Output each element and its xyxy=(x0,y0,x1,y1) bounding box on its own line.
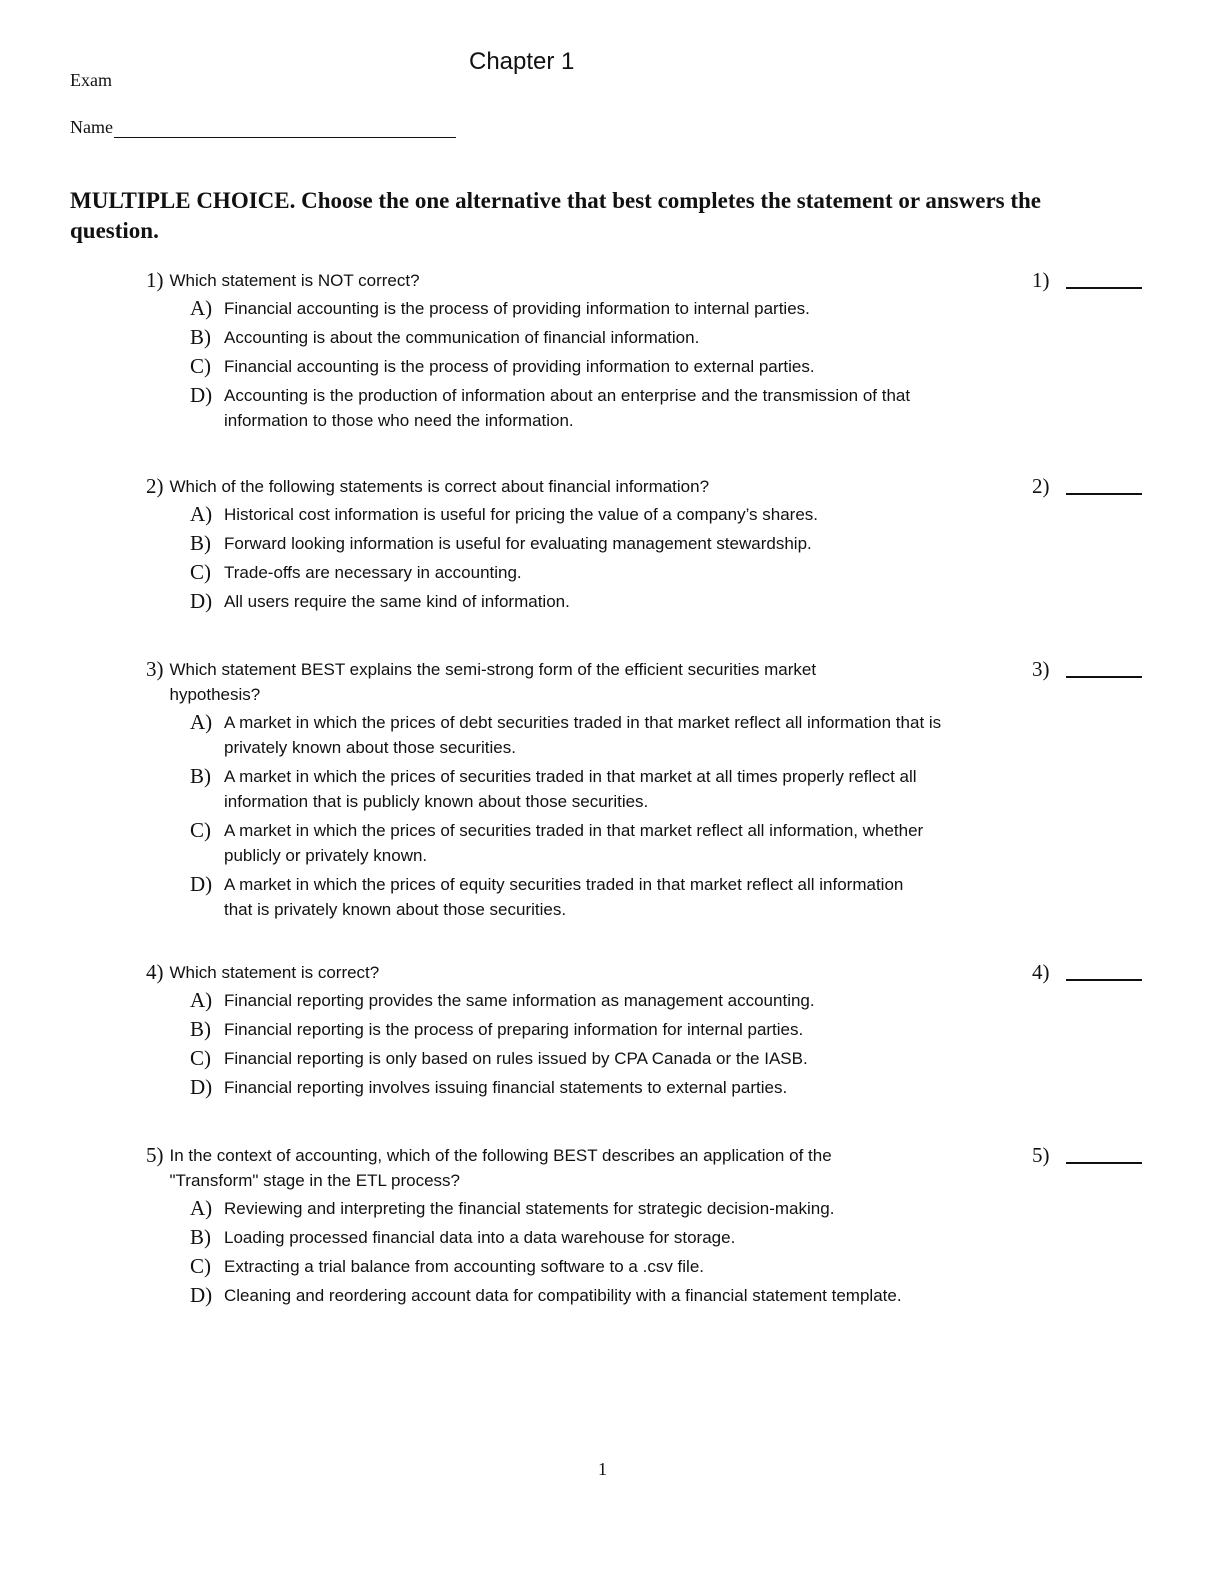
exam-label: Exam xyxy=(70,70,112,90)
answer-5 xyxy=(1032,1143,1142,1168)
answer-4 xyxy=(1032,960,1142,985)
options-list xyxy=(190,710,1146,922)
name-field[interactable] xyxy=(114,119,456,138)
answer-number: 1) xyxy=(1032,268,1050,292)
answer-blank[interactable] xyxy=(1066,268,1142,289)
option-c[interactable]: C) A market in which the prices of securities traded in that market reflect all information, whether publicly or privately known. xyxy=(190,818,924,865)
option-b[interactable]: B) A market in which the prices of securities traded in that market at all times properly reflect all information that is publicly known about those securities. xyxy=(190,764,917,811)
option-d[interactable]: D) All users require the same kind of information. xyxy=(190,589,570,613)
option-c[interactable]: C) Financial reporting is only based on rules issued by CPA Canada or the IASB. xyxy=(190,1046,808,1070)
option-a[interactable]: A) Financial reporting provides the same information as management accounting. xyxy=(190,988,815,1012)
question-3 xyxy=(146,657,1146,926)
question-stem: Which of the following statements is correct about financial information? xyxy=(169,477,710,496)
question-number: 5) xyxy=(146,1143,164,1167)
option-c[interactable]: C) Extracting a trial balance from accounting software to a .csv file. xyxy=(190,1254,705,1278)
answer-3 xyxy=(1032,657,1142,682)
question-stem: In the context of accounting, which of the following BEST describes an application of the "Transform" stage in the ETL process? xyxy=(169,1146,832,1190)
answer-1 xyxy=(1032,268,1142,293)
question-5 xyxy=(146,1143,1146,1312)
question-1 xyxy=(146,268,1146,437)
question-4 xyxy=(146,960,1146,1104)
question-number: 2) xyxy=(146,474,164,498)
answer-blank[interactable] xyxy=(1066,1143,1142,1164)
question-stem: Which statement BEST explains the semi-strong form of the efficient securities market hypothesis? xyxy=(169,660,817,704)
option-d[interactable]: D) A market in which the prices of equity securities traded in that market reflect all information that is privately known about those securities. xyxy=(190,872,904,919)
question-stem: Which statement is correct? xyxy=(169,963,380,982)
answer-number: 5) xyxy=(1032,1143,1050,1167)
option-a[interactable]: A) Historical cost information is useful for pricing the value of a company’s shares. xyxy=(190,502,819,526)
options-list xyxy=(190,502,1146,614)
answer-blank[interactable] xyxy=(1066,657,1142,678)
options-list xyxy=(190,988,1146,1100)
answer-number: 4) xyxy=(1032,960,1050,984)
name-row xyxy=(70,117,456,138)
answer-blank[interactable] xyxy=(1066,474,1142,495)
question-number: 4) xyxy=(146,960,164,984)
question-number: 3) xyxy=(146,657,164,681)
option-a[interactable]: A) Reviewing and interpreting the financial statements for strategic decision-making. xyxy=(190,1196,835,1220)
question-number: 1) xyxy=(146,268,164,292)
option-d[interactable]: D) Cleaning and reordering account data for compatibility with a financial statement template. xyxy=(190,1283,902,1307)
answer-blank[interactable] xyxy=(1066,960,1142,981)
answer-number: 2) xyxy=(1032,474,1050,498)
option-d[interactable]: D) Financial reporting involves issuing financial statements to external parties. xyxy=(190,1075,788,1099)
option-b[interactable]: B) Forward looking information is useful for evaluating management stewardship. xyxy=(190,531,812,555)
option-d[interactable]: D) Accounting is the production of information about an enterprise and the transmission of that information to those who need the information. xyxy=(190,383,911,430)
question-2 xyxy=(146,474,1146,618)
option-b[interactable]: B) Loading processed financial data into a data warehouse for storage. xyxy=(190,1225,736,1249)
answer-number: 3) xyxy=(1032,657,1050,681)
name-label: Name xyxy=(70,117,113,137)
options-list xyxy=(190,1196,1146,1308)
option-a[interactable]: A) Financial accounting is the process of providing information to internal parties. xyxy=(190,296,810,320)
option-b[interactable]: B) Accounting is about the communication of financial information. xyxy=(190,325,700,349)
option-a[interactable]: A) A market in which the prices of debt securities traded in that market reflect all information that is privately known about those securities. xyxy=(190,710,942,757)
chapter-title: Chapter 1 xyxy=(469,48,575,75)
page-number: 1 xyxy=(598,1459,607,1479)
question-stem: Which statement is NOT correct? xyxy=(169,271,420,290)
options-list xyxy=(190,296,1146,433)
instructions: MULTIPLE CHOICE. Choose the one alternative that best completes the statement or answers the question. xyxy=(70,188,1042,243)
option-c[interactable]: C) Financial accounting is the process of providing information to external parties. xyxy=(190,354,815,378)
answer-2 xyxy=(1032,474,1142,499)
option-c[interactable]: C) Trade-offs are necessary in accounting. xyxy=(190,560,522,584)
option-b[interactable]: B) Financial reporting is the process of preparing information for internal parties. xyxy=(190,1017,804,1041)
